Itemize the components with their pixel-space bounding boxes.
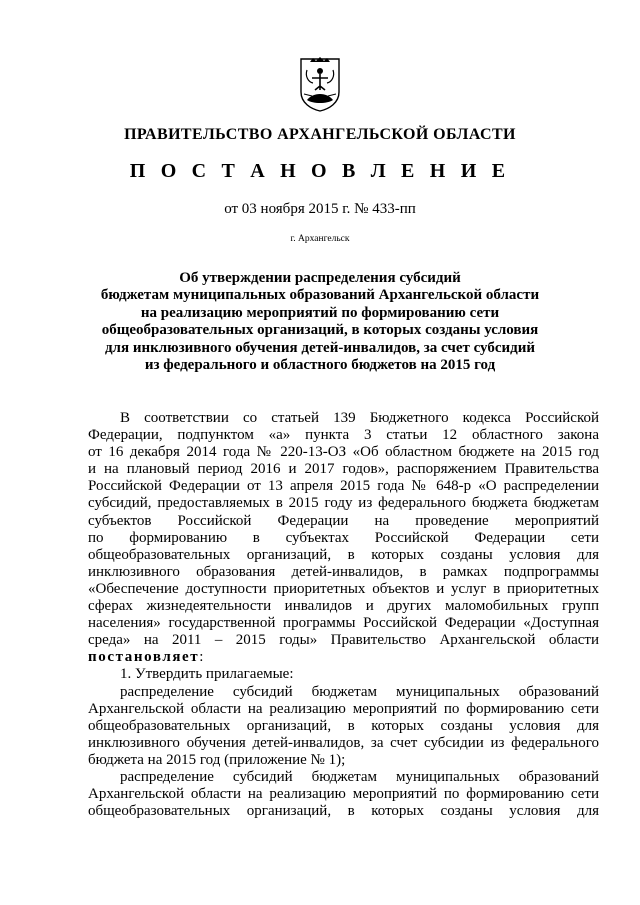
body-line: Архангельской области на реализацию мероприятий по формированию сети: [88, 700, 599, 717]
body-line: общеобразовательных организаций, в которых созданы условия для: [88, 546, 599, 563]
resolution-word: постановляет: [88, 649, 200, 666]
title-line: общеобразовательных организаций, в которых созданы условия: [101, 322, 539, 339]
title-line: на реализацию мероприятий по формированию сети: [140, 304, 500, 321]
body-line: сферах жизнедеятельности инвалидов и других маломобильных групп: [88, 598, 599, 615]
item-1: 1. Утвердить прилагаемые:: [120, 666, 294, 683]
document-date-number: от 03 ноября 2015 г. № 433-пп: [224, 201, 416, 217]
title-line: для инклюзивного обучения детей-инвалидов, за счет субсидий: [104, 339, 536, 356]
resolution-colon: :: [199, 649, 204, 666]
body-line: распределение субсидий бюджетам муниципальных образований: [120, 768, 599, 785]
body-line: «Обеспечение доступности приоритетных объектов и услуг в приоритетных: [88, 580, 599, 597]
organization-name: ПРАВИТЕЛЬСТВО АРХАНГЕЛЬСКОЙ ОБЛАСТИ: [124, 126, 516, 143]
body-line: бюджета на 2015 год (приложение № 1);: [88, 751, 346, 768]
coat-of-arms-icon: [299, 56, 341, 112]
body-line: инклюзивного обучения детей-инвалидов, за счет субсидии из федерального: [88, 734, 599, 751]
document-body: [88, 410, 599, 820]
body-line: от 16 декабря 2014 года № 220-13-ОЗ «Об областном бюджете на 2015 год: [88, 444, 599, 461]
body-line: по формированию в субъектах Российской Федерации сети: [88, 529, 599, 546]
resolution-word-line: [88, 649, 599, 666]
title-line: Об утверждении распределения субсидий: [179, 270, 461, 286]
body-line: Российской Федерации от 13 апреля 2015 года № 648-р «О распределении: [88, 478, 599, 495]
body-line: распределение субсидий бюджетам муниципальных образований: [120, 683, 599, 700]
body-line: субсидий, предоставляемых в 2015 году из федерального бюджета бюджетам: [88, 495, 599, 512]
title-line: из федерального и областного бюджетов на 2015 год: [144, 357, 496, 374]
body-line: населения» государственной программы Российской Федерации «Доступная: [88, 615, 599, 632]
body-line: Архангельской области на реализацию мероприятий по формированию сети: [88, 786, 599, 803]
document-title: [70, 270, 570, 374]
body-line: и на плановый период 2016 и 2017 годов», распоряжением Правительства: [88, 461, 599, 478]
body-line: общеобразовательных организаций, в которых созданы условия для: [88, 803, 599, 820]
body-line: В соответствии со статьей 139 Бюджетного кодекса Российской: [120, 410, 599, 426]
document-type: П О С Т А Н О В Л Е Н И Е: [129, 160, 511, 182]
body-line: инклюзивного образования детей-инвалидов, в рамках подпрограммы: [88, 563, 599, 580]
body-line: субъектов Российской Федерации на проведение мероприятий: [88, 512, 599, 529]
document-city: г. Архангельск: [290, 234, 350, 244]
body-line: общеобразовательных организаций, в которых созданы условия для: [88, 717, 599, 734]
title-line: бюджетам муниципальных образований Архангельской области: [100, 287, 540, 304]
body-line: Федерации, подпунктом «а» пункта 3 статьи 12 областного закона: [88, 427, 599, 444]
body-line: среда» на 2011 – 2015 годы» Правительство Архангельской области: [88, 632, 599, 649]
